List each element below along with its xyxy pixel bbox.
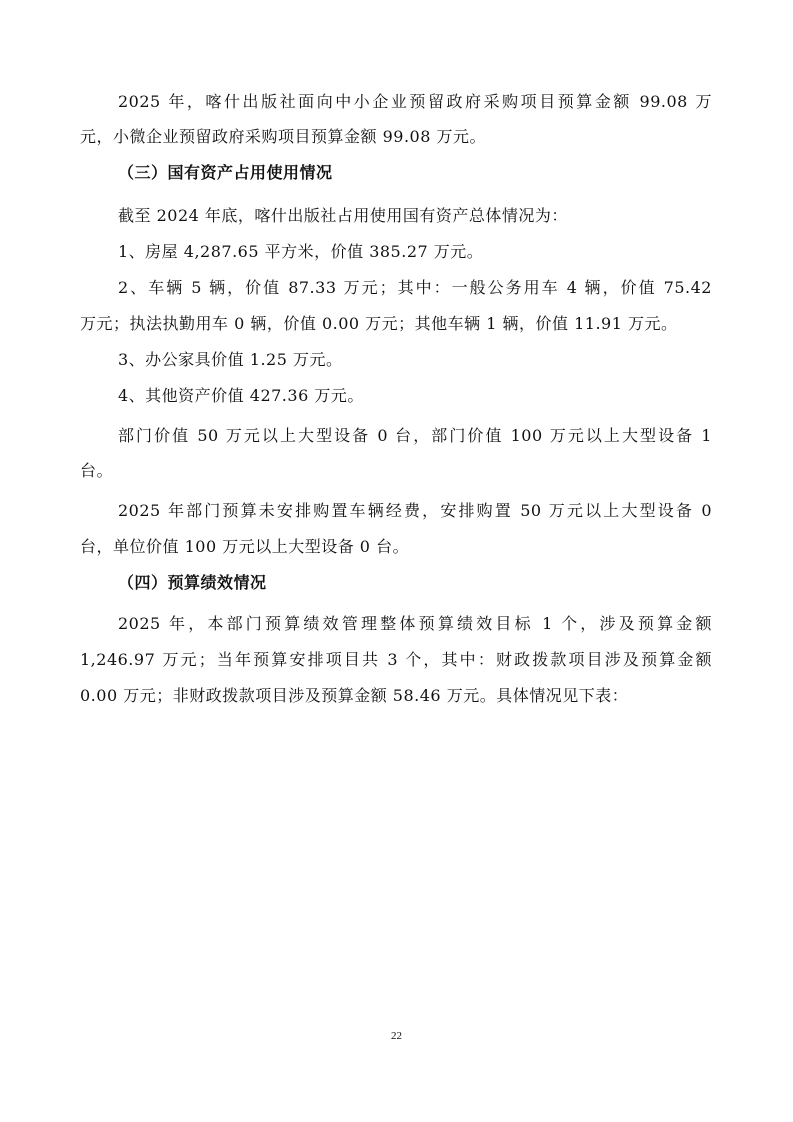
paragraph-line: 2025 年，本部门预算绩效管理整体预算绩效目标 1 个，涉及预算金额 [118,614,712,633]
paragraph-line: 元，小微企业预留政府采购项目预算金额 99.08 万元。 [80,127,486,146]
paragraph-line: 0.00 万元；非财政拨款项目涉及预算金额 58.46 万元。具体情况见下表： [80,686,629,705]
paragraph-line: 2025 年部门预算未安排购置车辆经费，安排购置 50 万元以上大型设备 0 [118,501,712,520]
paragraph-line: 截至 2024 年底，喀什出版社占用使用国有资产总体情况为： [118,206,568,225]
list-item: 1、房屋 4,287.65 平方米，价值 385.27 万元。 [118,242,484,261]
section-heading: （四）预算绩效情况 [118,573,267,592]
paragraph-line: 台，单位价值 100 万元以上大型设备 0 台。 [80,537,410,556]
paragraph-line: 2025 年，喀什出版社面向中小企业预留政府采购项目预算金额 99.08 万 [118,92,712,111]
paragraph-line: 1,246.97 万元；当年预算安排项目共 3 个，其中：财政拨款项目涉及预算金额 [80,650,712,669]
paragraph-line: 台。 [80,461,114,480]
paragraph-line: 部门价值 50 万元以上大型设备 0 台，部门价值 100 万元以上大型设备 1 [118,426,712,445]
page-number: 22 [391,1030,402,1042]
list-item: 3、办公家具价值 1.25 万元。 [118,350,343,369]
paragraph-line: 万元；执法执勤用车 0 辆，价值 0.00 万元；其他车辆 1 辆，价值 11.91 万元。 [80,314,678,333]
list-item: 2、车辆 5 辆，价值 87.33 万元；其中：一般公务用车 4 辆，价值 75.42 [118,278,712,297]
section-heading: （三）国有资产占用使用情况 [118,163,333,182]
list-item: 4、其他资产价值 427.36 万元。 [118,386,364,405]
